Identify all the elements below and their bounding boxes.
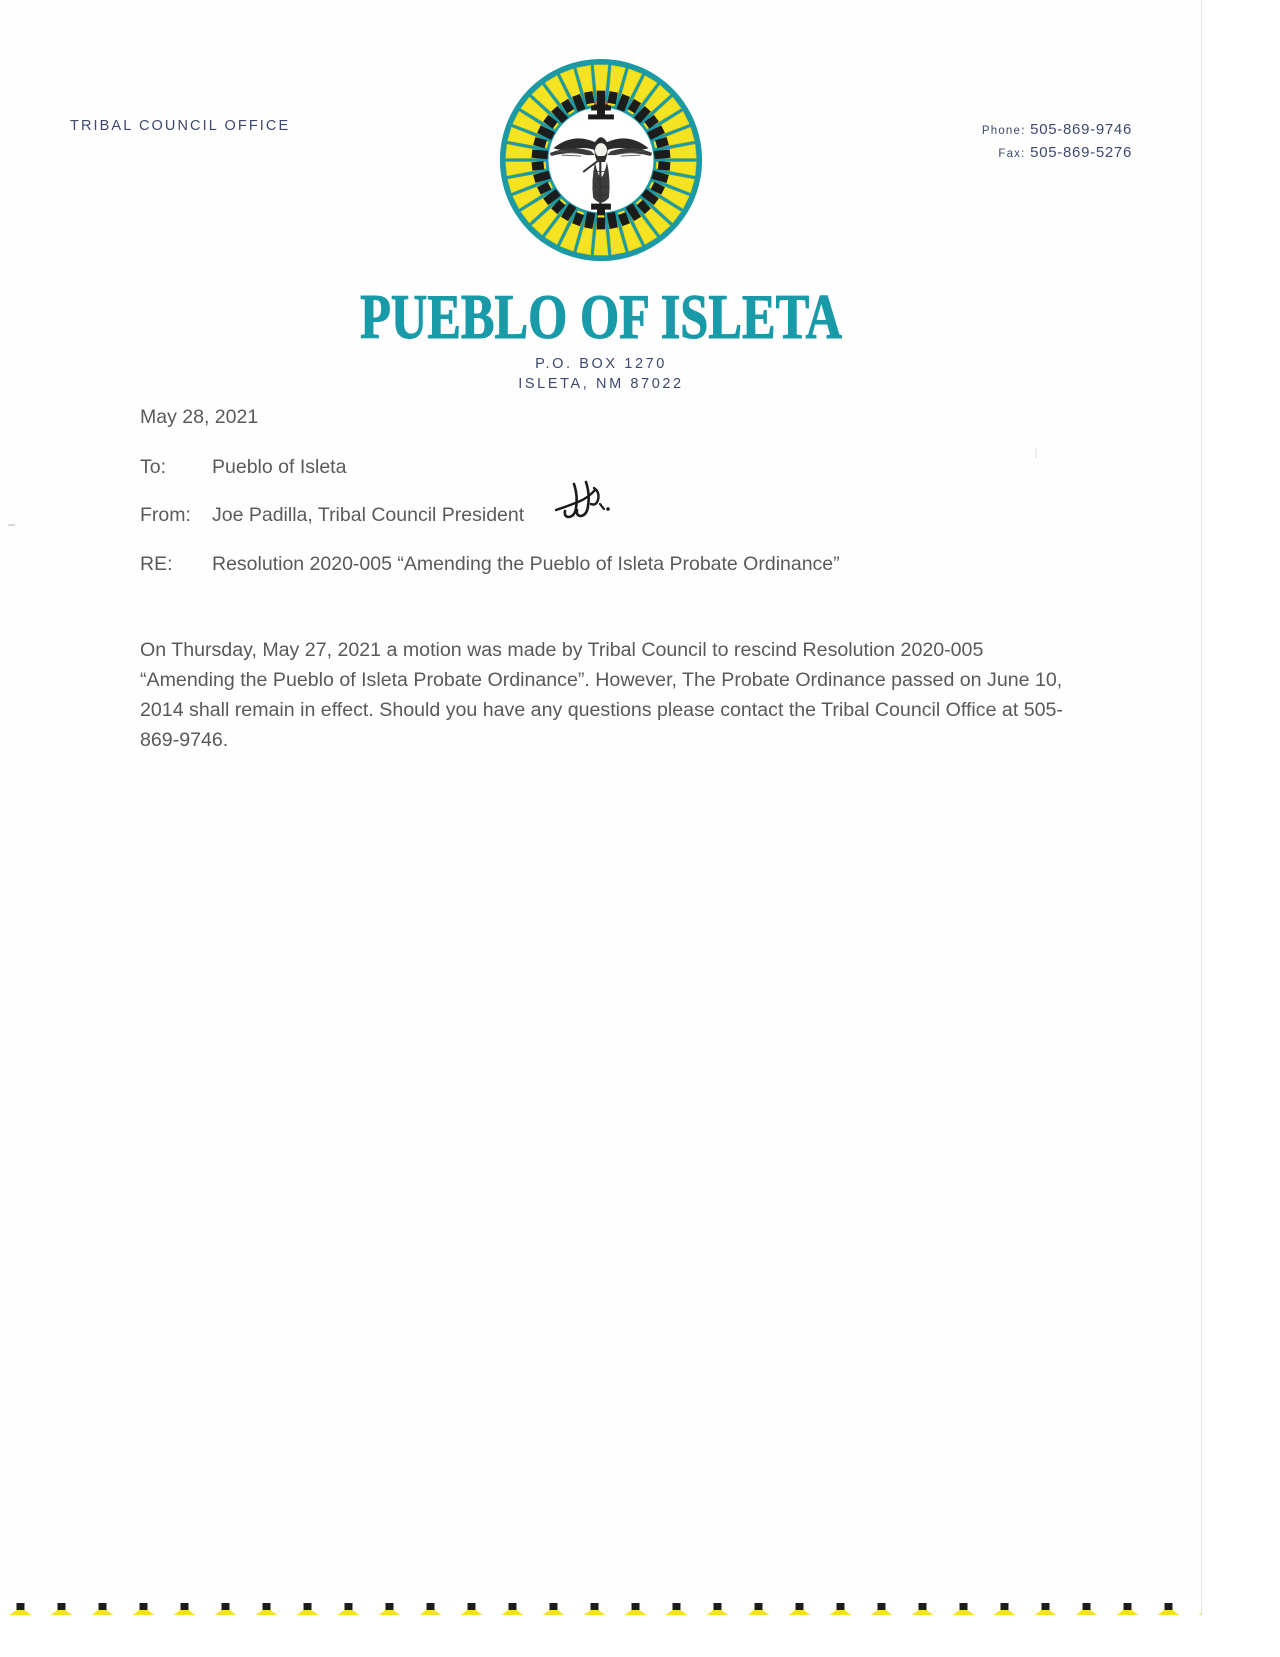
re-label: RE: — [140, 552, 173, 575]
letter-paragraph: On Thursday, May 27, 2021 a motion was made by Tribal Council to rescind Resolution 2020-005 “Amending the Pueblo of Isleta Probate Ordinance”. However, The Probate Ordinance passed on June 10, 2014 shall remain in effect. Should you have any questions please contact the Tribal Council Office at 505-869-9746. — [140, 639, 1063, 751]
from-value: Joe Padilla, Tribal Council President — [212, 504, 525, 526]
header-phone-line — [982, 119, 1132, 142]
to-value: Pueblo of Isleta — [212, 455, 347, 478]
address-line-1: P.O. BOX 1270 — [535, 356, 667, 372]
masthead-title: PUEBLO OF ISLETA — [360, 282, 842, 352]
scan-edge-bottom — [0, 1615, 1280, 1657]
letter-from-row — [140, 506, 1070, 526]
signature-mark — [548, 478, 628, 526]
letter-date: May 28, 2021 — [140, 406, 259, 428]
tribal-seal-icon — [492, 48, 710, 276]
masthead — [0, 282, 1202, 394]
address-line-2: ISLETA, NM 87022 — [518, 376, 684, 392]
letter-to-row — [140, 455, 1070, 478]
re-value: Resolution 2020-005 “Amending the Pueblo of Isleta Probate Ordinance” — [212, 552, 840, 575]
fax-number: 505-869-5276 — [1030, 144, 1132, 161]
from-label: From: — [140, 504, 191, 526]
phone-number: 505-869-9746 — [1030, 121, 1132, 138]
header-office-label: TRIBAL COUNCIL OFFICE — [70, 118, 291, 134]
header-contact-block — [982, 119, 1132, 165]
masthead-address — [0, 354, 1202, 394]
letter-body — [140, 408, 1070, 775]
phone-label: Phone: — [981, 125, 1026, 137]
scan-artifact — [8, 524, 15, 526]
letter-re-row — [140, 552, 1070, 575]
to-label: To: — [140, 455, 167, 478]
header-fax-line — [982, 142, 1132, 165]
fax-label: Fax: — [998, 148, 1026, 160]
scan-edge-right — [1201, 0, 1280, 1657]
